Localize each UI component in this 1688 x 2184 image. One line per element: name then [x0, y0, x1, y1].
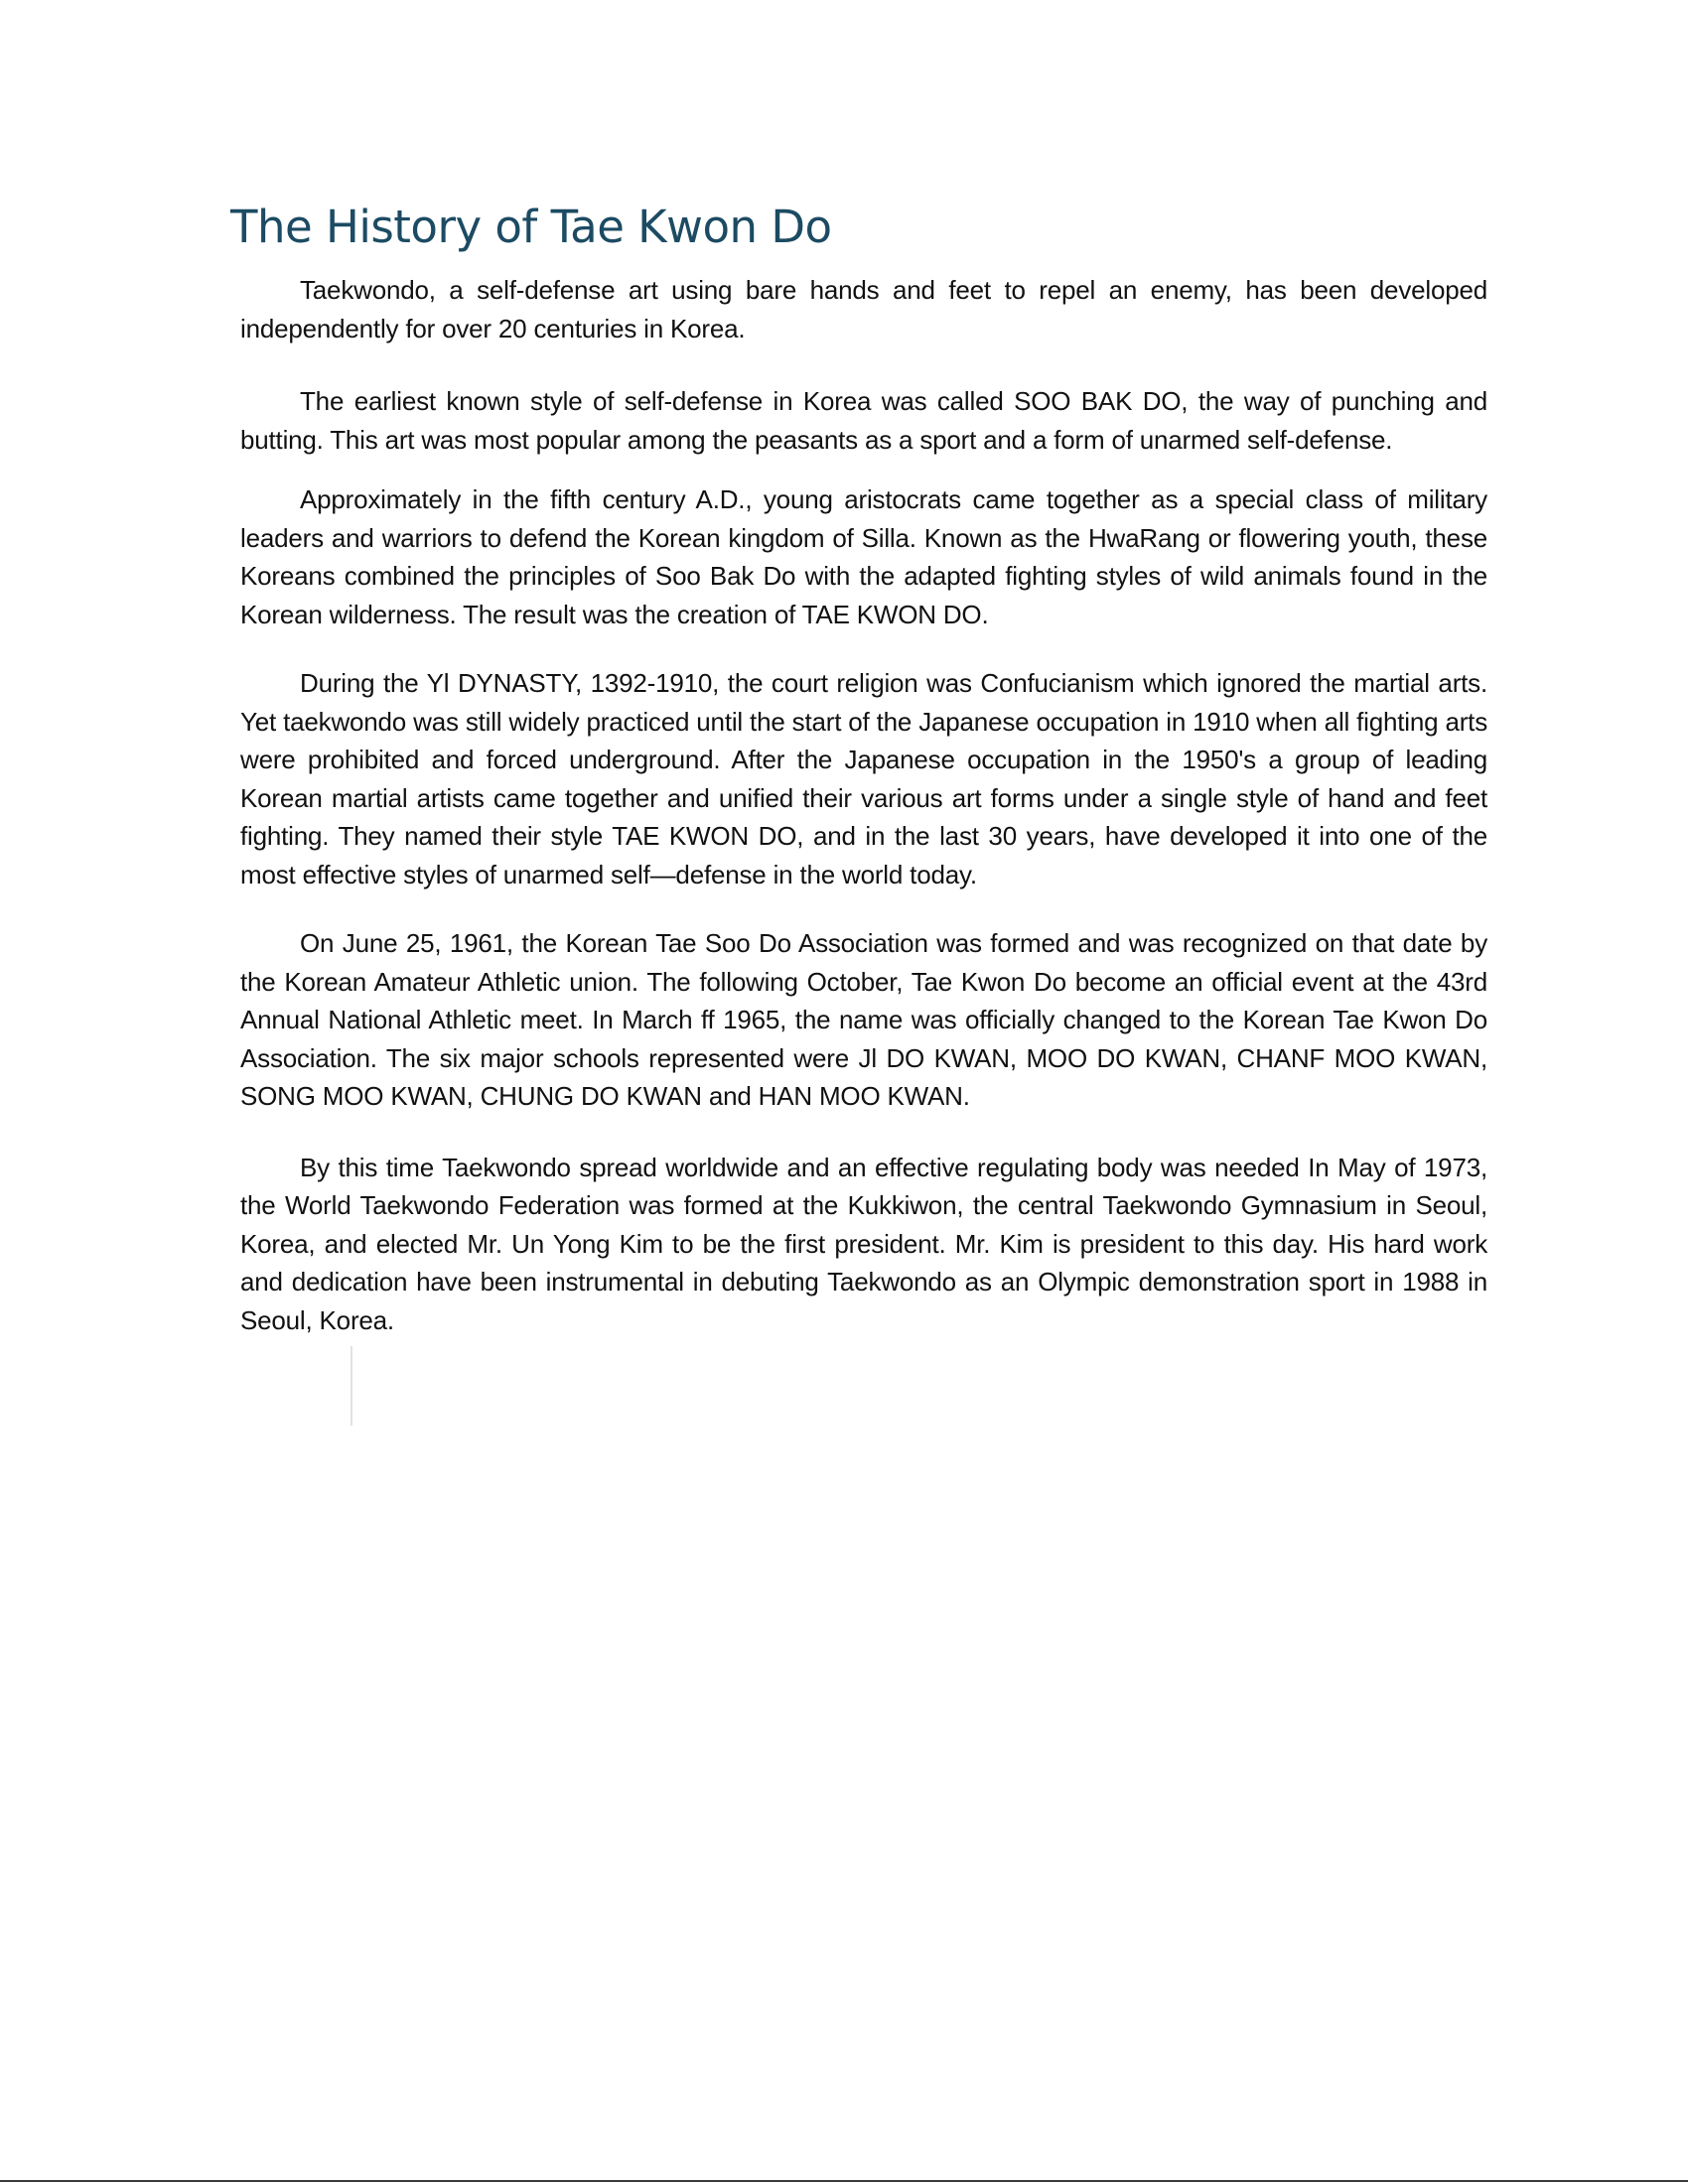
paragraph-yi-dynasty: During the Yl DYNASTY, 1392-1910, the court religion was Confucianism which ignored the martial arts. Yet taekwondo was still widely practiced until the start of the Japanese occupation in 1910 when all fighting arts were prohibited and forced underground. After the Japanese occupation in the 1950's a group of leading Korean martial artists came together and unified their various art forms under a single style of hand and feet fighting. They named their style TAE KWON DO, and in the last 30 years, have developed it into one of the most effective styles of unarmed self—defense in the world today. [240, 668, 1487, 889]
paragraph-soo-bak-do: The earliest known style of self-defense in Korea was called SOO BAK DO, the way of punching and butting. This art was most popular among the peasants as a sport and a form of unarmed self-defense. [240, 386, 1487, 455]
paragraph-association: On June 25, 1961, the Korean Tae Soo Do Association was formed and was recognized on that date by the Korean Amateur Athletic union. The following October, Tae Kwon Do become an official event at the 43rd Annual National Athletic meet. In March ff 1965, the name was officially changed to the Korean Tae Kwon Do Association. The six major schools represented were Jl DO KWAN, MOO DO KWAN, CHANF MOO KWAN, SONG MOO KWAN, CHUNG DO KWAN and HAN MOO KWAN. [240, 928, 1487, 1111]
paragraph-world-federation: By this time Taekwondo spread worldwide and an effective regulating body was needed In May of 1973, the World Taekwondo Federation was formed at the Kukkiwon, the central Taekwondo Gymnasium in Seoul, Korea, and elected Mr. Un Yong Kim to be the first president. Mr. Kim is president to this day. His hard work and dedication have been instrumental in debuting Taekwondo as an Olympic demonstration sport in 1988 in Seoul, Korea. [240, 1152, 1487, 1335]
text-cursor-guide [351, 1346, 352, 1426]
page-bottom-divider [0, 2180, 1688, 2182]
document-body[interactable] [240, 271, 1487, 1339]
paragraph-hwarang: Approximately in the fifth century A.D., young aristocrats came together as a special class of military leaders and warriors to defend the Korean kingdom of Silla. Known as the HwaRang or flowering youth, these Koreans combined the principles of Soo Bak Do with the adapted fighting styles of wild animals found in the Korean wilderness. The result was the creation of TAE KWON DO. [240, 484, 1487, 629]
page-title: The History of Tae Kwon Do [230, 201, 832, 253]
paragraph-intro: Taekwondo, a self-defense art using bare hands and feet to repel an enemy, has been developed independently for over 20 centuries in Korea. [240, 275, 1487, 343]
